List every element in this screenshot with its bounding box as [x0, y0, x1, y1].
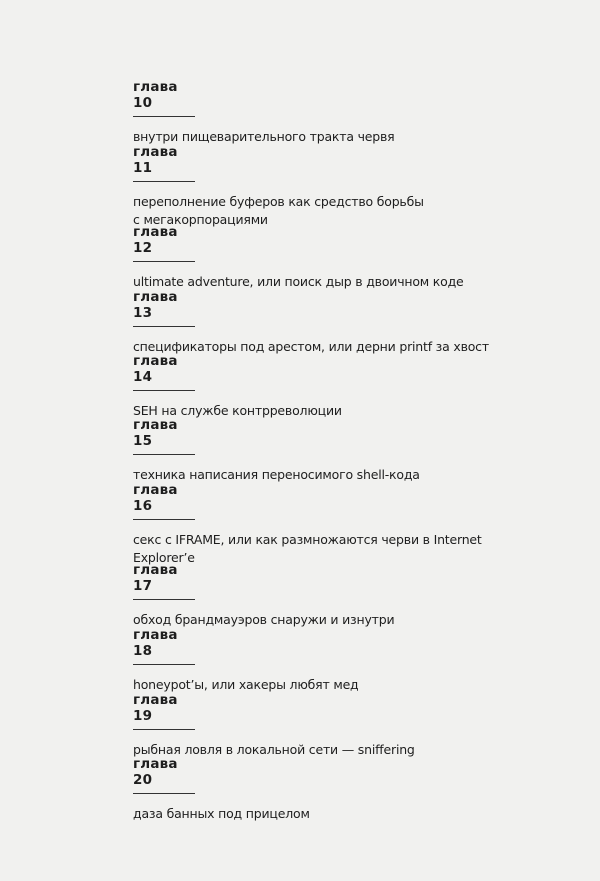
- chapter-label: глава 19: [133, 692, 195, 730]
- chapter-label: глава 17: [133, 562, 195, 600]
- chapter-entry: [133, 627, 513, 694]
- chapter-title: ultimate adventure, или поиск дыр в двоичном коде: [133, 274, 464, 289]
- chapter-label: глава 13: [133, 289, 195, 327]
- chapter-entry: [133, 692, 513, 759]
- chapter-title: техника написания переносимого shell-кода: [133, 467, 420, 482]
- chapter-title: honeypot’ы, или хакеры любят мед: [133, 677, 359, 692]
- chapter-entry: [133, 224, 513, 291]
- chapter-title-line: Explorer’e: [133, 550, 195, 565]
- chapter-label: глава 20: [133, 756, 195, 794]
- chapter-title: SEH на службе контрреволюции: [133, 403, 342, 418]
- chapter-label: глава 12: [133, 224, 195, 262]
- chapter-label: глава 18: [133, 627, 195, 665]
- chapter-entry: [133, 417, 513, 484]
- chapter-title: рыбная ловля в локальной сети — sniffering: [133, 742, 415, 757]
- chapter-label: глава 10: [133, 79, 195, 117]
- chapter-entry: [133, 756, 513, 823]
- chapter-title-line: секс с IFRAME, или как размножаются черви в Internet: [133, 532, 482, 547]
- chapter-title: обход брандмауэров снаружи и изнутри: [133, 612, 395, 627]
- chapter-title: спецификаторы под арестом, или дерни printf за хвост: [133, 339, 489, 354]
- chapter-entry: [133, 482, 513, 567]
- chapter-title: даза банных под прицелом: [133, 806, 310, 821]
- chapter-entry: [133, 353, 513, 420]
- chapter-entry: [133, 144, 513, 229]
- chapter-entry: [133, 79, 513, 146]
- chapter-label: глава 11: [133, 144, 195, 182]
- chapter-label: глава 16: [133, 482, 195, 520]
- chapter-label: глава 14: [133, 353, 195, 391]
- chapter-entry: [133, 562, 513, 629]
- chapter-title-line: переполнение буферов как средство борьбы: [133, 194, 424, 209]
- chapter-label: глава 15: [133, 417, 195, 455]
- chapter-entry: [133, 289, 513, 356]
- chapter-title: внутри пищеварительного тракта червя: [133, 129, 395, 144]
- chapter-title-line: с мегакорпорациями: [133, 212, 268, 227]
